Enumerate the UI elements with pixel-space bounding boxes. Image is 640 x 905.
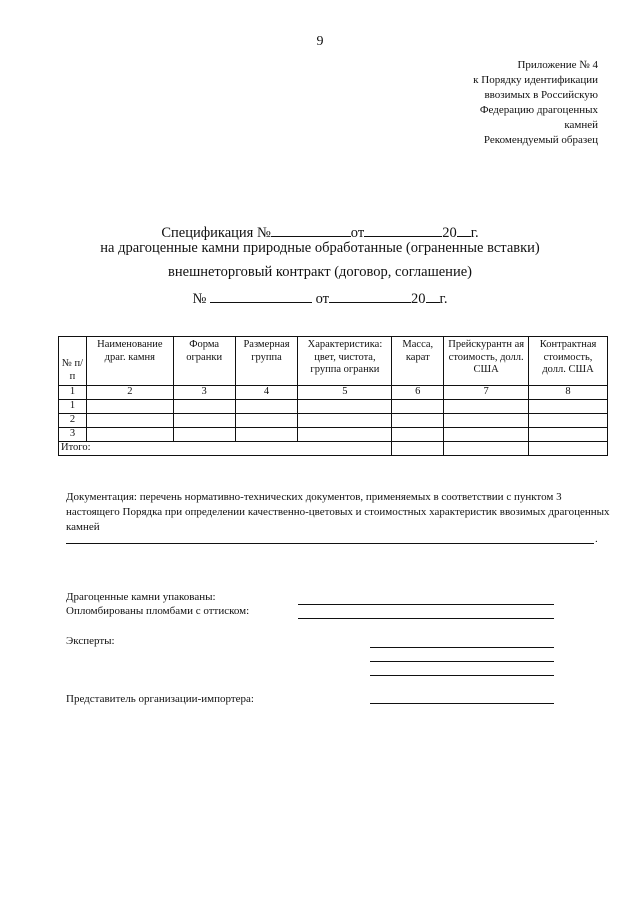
- col-header-list-price: Прейскурантн ая стоимость, долл. США: [444, 337, 529, 386]
- col-header-number: № п/п: [59, 337, 87, 386]
- title-line-4: [0, 288, 640, 308]
- appendix-line: к Порядку идентификации: [473, 74, 598, 86]
- total-label: Итого:: [59, 442, 392, 456]
- col-header-size-group: Размерная группа: [235, 337, 298, 386]
- total-row: [59, 442, 608, 456]
- table-cell[interactable]: [392, 428, 444, 442]
- total-contract-price-cell[interactable]: [529, 442, 608, 456]
- table-cell[interactable]: [235, 414, 298, 428]
- spec-year-blank[interactable]: [457, 222, 471, 237]
- title-spec-label: Спецификация №: [161, 225, 271, 241]
- column-number: 4: [235, 386, 298, 400]
- col-header-stone-name: Наименование драг. камня: [86, 337, 173, 386]
- total-mass-cell[interactable]: [392, 442, 444, 456]
- table-cell[interactable]: [173, 400, 235, 414]
- table-cell[interactable]: [86, 414, 173, 428]
- column-number: 3: [173, 386, 235, 400]
- table-cell[interactable]: [392, 400, 444, 414]
- importer-signature-line[interactable]: [370, 703, 554, 704]
- column-number: 6: [392, 386, 444, 400]
- table-cell[interactable]: [235, 400, 298, 414]
- contract-year-blank[interactable]: [426, 288, 440, 303]
- title-year-suffix: г.: [470, 225, 479, 241]
- title-from-label: от: [350, 225, 365, 241]
- contract-year-label: 20: [411, 291, 426, 307]
- table-cell[interactable]: [298, 414, 392, 428]
- packed-label: Драгоценные камни упакованы:: [66, 591, 216, 603]
- column-number: 8: [529, 386, 608, 400]
- total-list-price-cell[interactable]: [444, 442, 529, 456]
- title-line-3: внешнеторговый контракт (договор, соглашение): [168, 264, 472, 280]
- appendix-line: ввозимых в Российскую: [484, 89, 598, 101]
- table-cell[interactable]: [444, 414, 529, 428]
- importer-label: Представитель организации-импортера:: [66, 693, 254, 705]
- sealed-label: Опломбированы пломбами с оттиском:: [66, 605, 250, 617]
- table-cell[interactable]: [444, 428, 529, 442]
- table-cell[interactable]: [529, 414, 608, 428]
- appendix-line: Рекомендуемый образец: [483, 134, 598, 146]
- title-line-2: на драгоценные камни природные обработанные (ограненные вставки): [100, 240, 540, 256]
- appendix-line: камней: [564, 119, 598, 131]
- appendix-line: Приложение № 4: [517, 59, 598, 71]
- title-year-label: 20: [442, 225, 457, 241]
- sealed-line[interactable]: [298, 618, 554, 619]
- table-cell[interactable]: [86, 400, 173, 414]
- column-number: 5: [298, 386, 392, 400]
- spec-date-blank[interactable]: [364, 222, 442, 237]
- table-cell[interactable]: [392, 414, 444, 428]
- table-row: [59, 428, 608, 442]
- col-header-mass: Масса, карат: [392, 337, 444, 386]
- col-header-characteristics: Характеристика: цвет, чистота, группа огранки: [298, 337, 392, 386]
- table-cell[interactable]: [173, 428, 235, 442]
- table-row: [59, 414, 608, 428]
- table-header-row: [59, 337, 608, 386]
- col-header-contract-price: Контрактная стоимость, долл. США: [529, 337, 608, 386]
- table-cell[interactable]: [86, 428, 173, 442]
- contract-number-label: №: [192, 291, 207, 307]
- page-number: 9: [316, 34, 324, 49]
- row-number: 1: [59, 400, 87, 414]
- appendix-header: [418, 58, 598, 148]
- column-number: 2: [86, 386, 173, 400]
- documentation-line[interactable]: [66, 543, 594, 544]
- column-number: 7: [444, 386, 529, 400]
- row-number: 3: [59, 428, 87, 442]
- packed-line[interactable]: [298, 604, 554, 605]
- column-number-row: [59, 386, 608, 400]
- table-cell[interactable]: [298, 400, 392, 414]
- appendix-line: Федерацию драгоценных: [479, 104, 598, 116]
- specification-table: [58, 336, 608, 456]
- table-cell[interactable]: [444, 400, 529, 414]
- expert-signature-line[interactable]: [370, 661, 554, 662]
- row-number: 2: [59, 414, 87, 428]
- table-cell[interactable]: [529, 400, 608, 414]
- contract-number-blank[interactable]: [210, 288, 312, 303]
- expert-signature-line[interactable]: [370, 675, 554, 676]
- contract-year-suffix: г.: [439, 291, 448, 307]
- table-row: [59, 400, 608, 414]
- contract-from-label: от: [315, 291, 330, 307]
- table-cell[interactable]: [298, 428, 392, 442]
- contract-date-blank[interactable]: [329, 288, 411, 303]
- documentation-note: Документация: перечень нормативно-технических документов, применяемых в соответствии с пунктом 3 настоящего Порядка при определении качественно-цветовых и стоимостных характеристик ввозимых драгоценных камней: [66, 491, 610, 533]
- title-line-1: [0, 222, 640, 242]
- experts-label: Эксперты:: [66, 635, 115, 647]
- documentation-end-dot: .: [595, 533, 598, 545]
- column-number: 1: [59, 386, 87, 400]
- table-cell[interactable]: [235, 428, 298, 442]
- spec-number-blank[interactable]: [271, 222, 351, 237]
- table-cell[interactable]: [529, 428, 608, 442]
- col-header-cut-shape: Форма огранки: [173, 337, 235, 386]
- expert-signature-line[interactable]: [370, 647, 554, 648]
- table-cell[interactable]: [173, 414, 235, 428]
